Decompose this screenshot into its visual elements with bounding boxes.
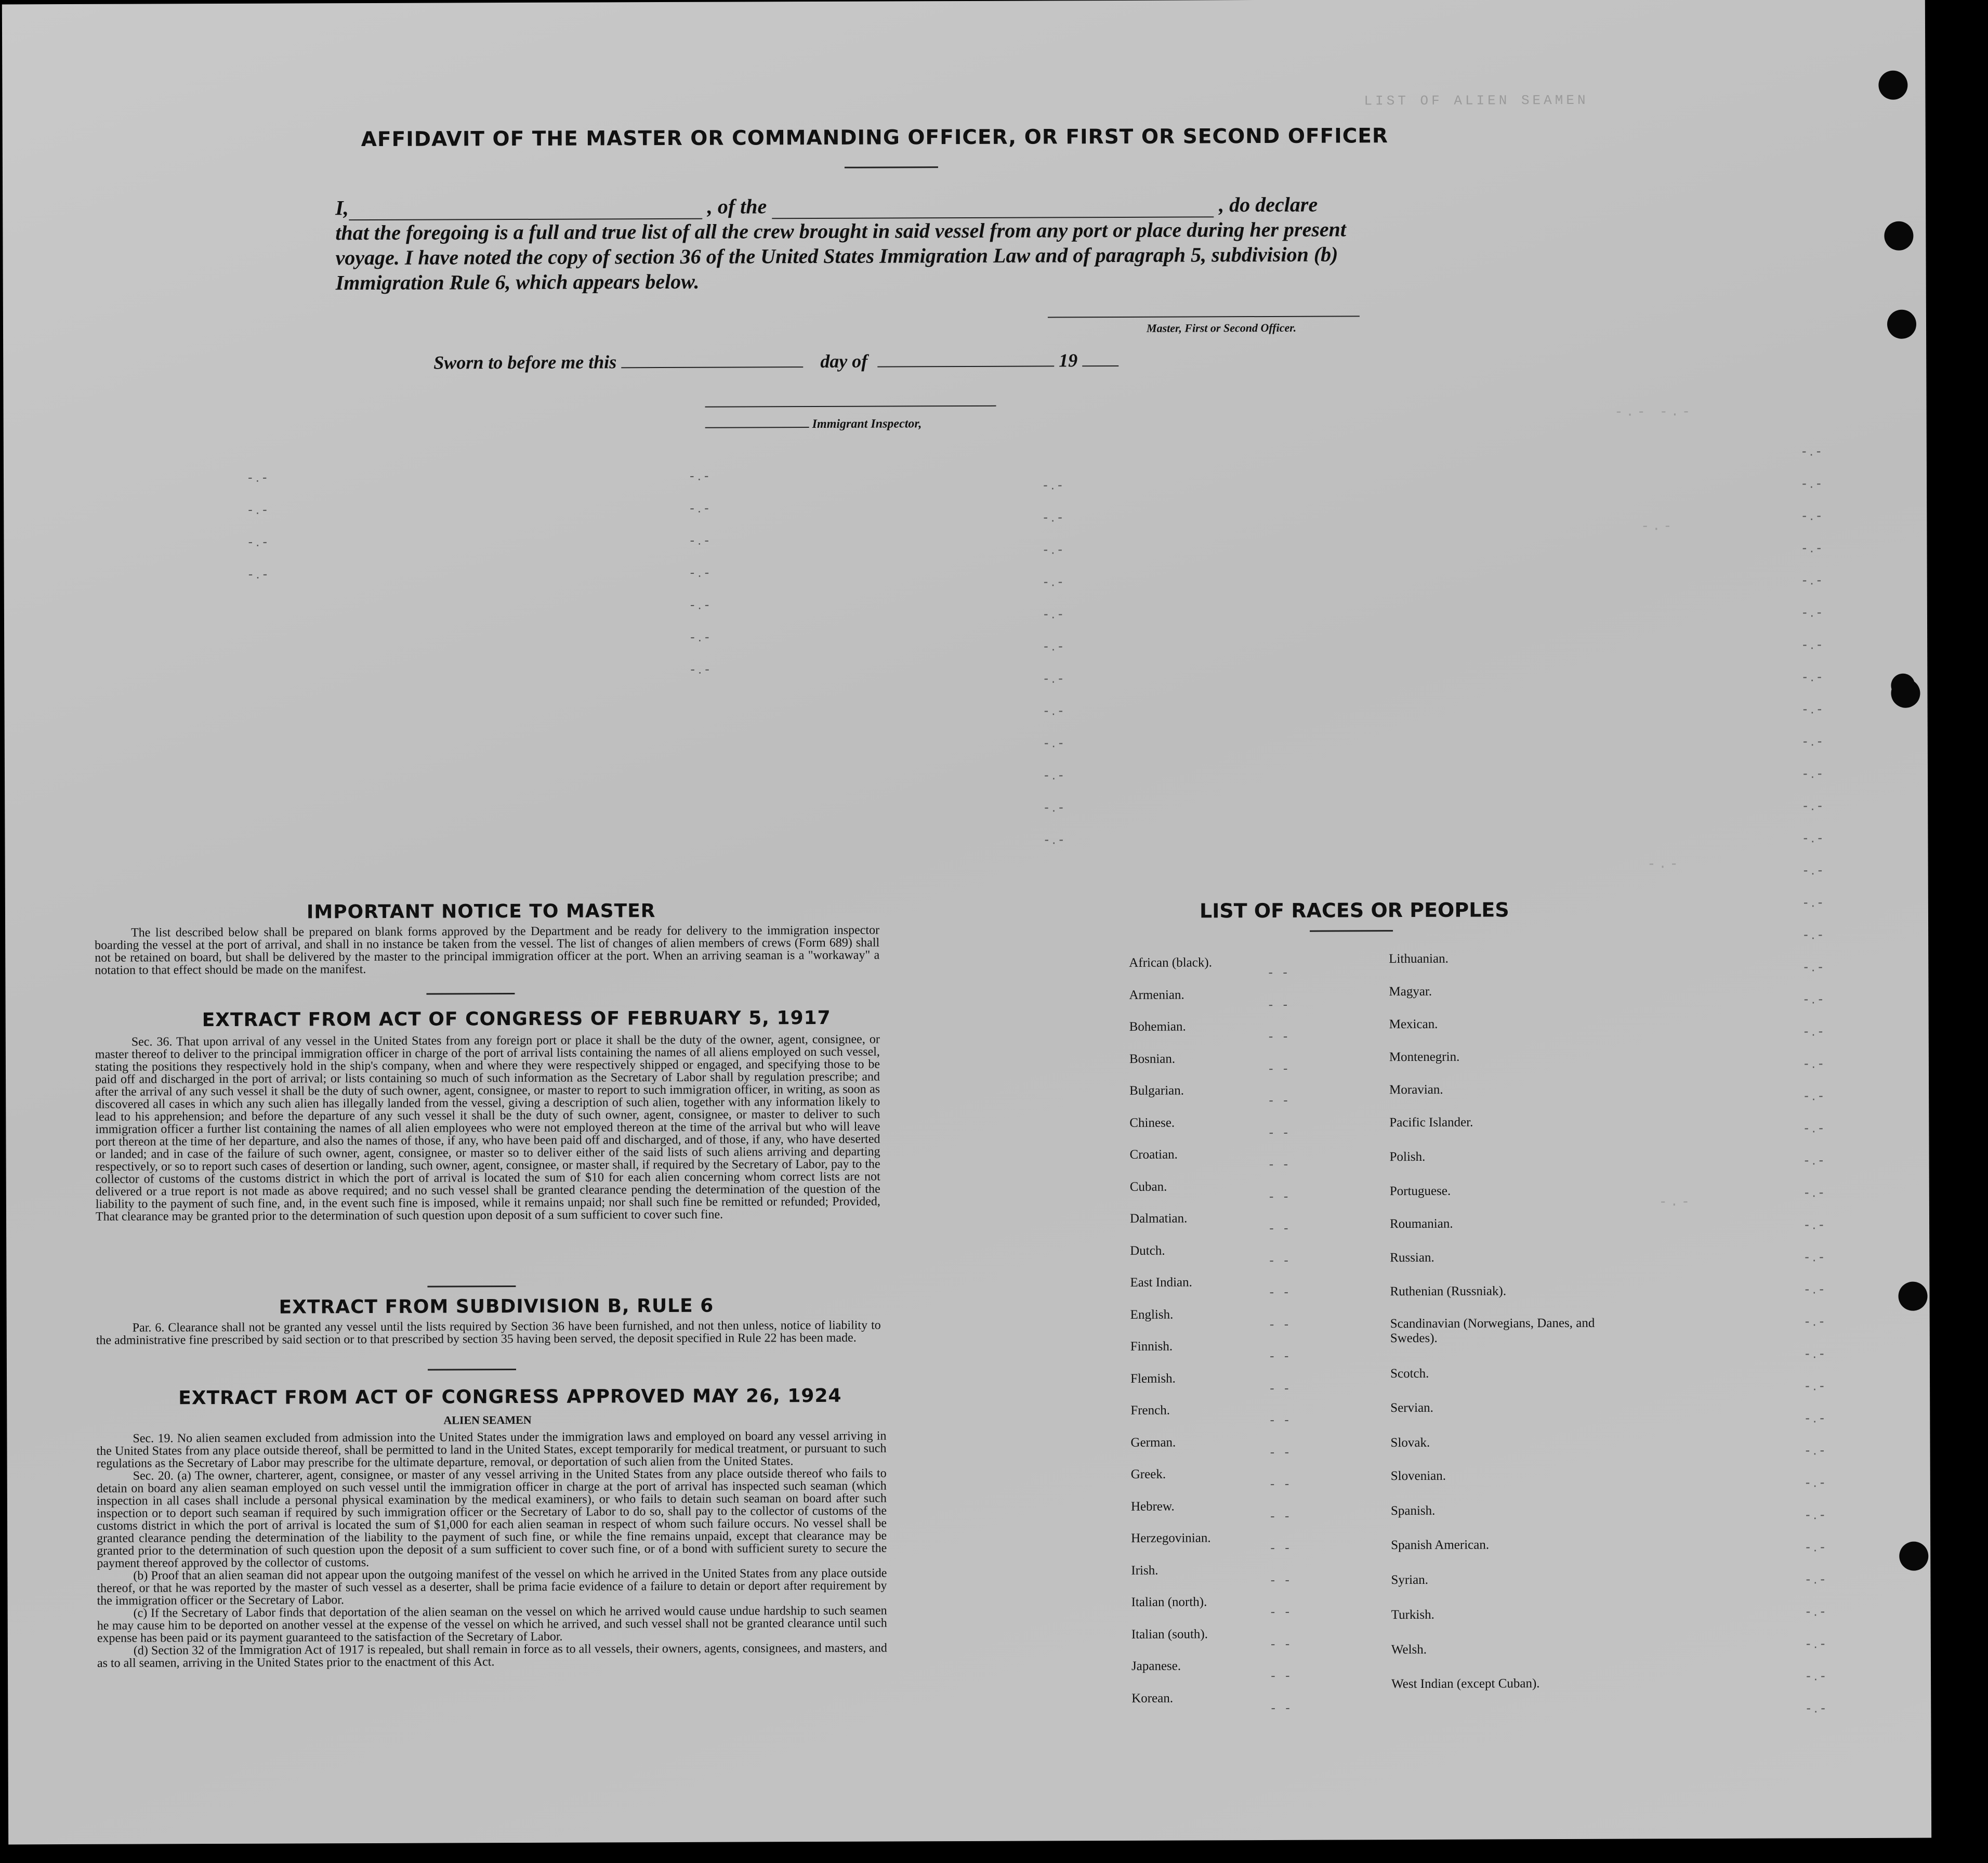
inspector-label-text: Immigrant Inspector, [812, 417, 922, 431]
race-item: Scandinavian (Norwegians, Danes, and Swedes). [1390, 1316, 1595, 1346]
race-item: English. [1130, 1307, 1174, 1322]
dash-column: -.- -.- -.- -.- [247, 469, 271, 582]
race-item: Croatian. [1129, 1147, 1178, 1162]
race-item: Turkish. [1391, 1607, 1434, 1622]
dash-column: -.- -.- -.- -.- -.- -.- -.- -.- -.- -.- -.- -.- [1043, 477, 1067, 847]
declaration-body: that the foregoing is a full and true list of all the crew brought in said vessel from any port or place during her present voyage. I have noted the copy of section 36 of the United States Immigration Law and of paragraph 5, subdivision (b) Immigration Rule 6, which appears below. [335, 217, 1347, 295]
race-item: French. [1130, 1403, 1170, 1418]
race-item: Bulgarian. [1129, 1083, 1184, 1098]
races-right-column [1389, 951, 1615, 1709]
race-item: African (black). [1129, 955, 1212, 970]
extract-1924-text [96, 1430, 887, 1670]
race-item: Italian (south). [1131, 1626, 1208, 1642]
extract-1917-rule [427, 1285, 516, 1288]
races-left-column [1129, 955, 1215, 1723]
extract-1924-title: EXTRACT FROM ACT OF CONGRESS APPROVED MAY 26, 1924 [178, 1385, 842, 1409]
sworn-text: Sworn to before me this [433, 351, 617, 373]
signature-line[interactable] [1048, 316, 1360, 318]
race-item: Montenegrin. [1389, 1049, 1460, 1065]
race-item: Cuban. [1129, 1179, 1167, 1194]
race-item: Korean. [1131, 1691, 1174, 1705]
race-item: Ruthenian (Russniak). [1390, 1284, 1507, 1299]
races-title: LIST OF RACES OR PEOPLES [1199, 898, 1509, 923]
notice-rule [426, 993, 515, 995]
punch-hole [1884, 221, 1913, 251]
race-item: Scotch. [1390, 1366, 1429, 1381]
race-item: Flemish. [1130, 1371, 1176, 1386]
extract-1917-paragraph: Sec. 36. That upon arrival of any vessel in the United States from any foreign port or place it shall be the duty of the owner, agent, consignee, or master thereof to deliver to the principal immigration officer in charge of the port of arrival lists containing the names of all aliens employed on such vessel, stating the positions they respectively hold in the ship's company, when and where they were respectively shipped or engaged, and specifying those to be paid off and discharged in the port of arrival; or lists containing so much of such information as the Secretary of Labor shall by regulation prescribe; and after the arrival of any such vessel it shall be the duty of such owner, agent, consignee, or master to report to such immigration officer, in writing, as soon as discovered all cases in which any such alien has illegally landed from the vessel, giving a description of such alien, together with any information likely to lead to his apprehension; and before the departure of any such vessel it shall be the duty of such owner, agent, consignee, or master to deliver to such immigration officer a further list containing the names of all alien employees who were not employed thereon at the time of the arrival but who will leave port thereon at the time of her departure, and also the names of those, if any, who have been paid off and discharged, and of those, if any, who have deserted or landed; and in case of the failure of such owner, agent, consignee, or master so to deliver either of the said lists of such aliens arriving and departing respectively, or so to report such cases of desertion or landing, such owner, agent, consignee, or master shall, if required by the Secretary of Labor, pay to the collector of customs of the customs district in which the port of arrival is located the sum of $10 for each alien concerning whom correct lists are not delivered or a true report is not made as above required; and no such vessel shall be granted clearance pending the determination of the question of the liability to the payment of such fine, and, in the event such fine is imposed, while it remains unpaid; nor shall such fine be remitted or refunded; Provided, That clearance may be granted prior to the determination of such question upon deposit of a sum sufficient to cover such fine. [95, 1032, 880, 1224]
race-item: Herzegovinian. [1131, 1531, 1211, 1545]
race-item: Slovenian. [1390, 1468, 1446, 1484]
dash-column: - - - - - - - - - - - - - - - - - - - - - - - - - - - - - - - - - - - - - - - - - - - - - - - - [1268, 964, 1293, 1715]
punch-hole [1899, 1542, 1928, 1571]
extract-rule6-rule [428, 1369, 516, 1371]
dash-column: -.- -.- -.- -.- -.- -.- -.- [689, 467, 713, 677]
declaration-line [335, 192, 1359, 220]
race-item: Spanish American. [1391, 1538, 1490, 1553]
punch-hole [1891, 674, 1915, 698]
race-item: Irish. [1131, 1563, 1158, 1578]
inspector-line[interactable] [705, 405, 996, 408]
race-item: Finnish. [1130, 1339, 1173, 1354]
notice-paragraph: The list described below shall be prepared on blank forms approved by the Department and be ready for delivery to the immigration inspector boarding the vessel at the port of arrival, and shall in no instance be taken from the vessel. The list of changes of alien members of crews (Form 689) shall not be retained on board, but shall be delivered by the master to the principal immigration officer at the port. When an arriving seaman is a "workaway" a notation to that effect should be made on the manifest. [95, 923, 880, 977]
sworn-line [433, 348, 1118, 374]
notice-title: IMPORTANT NOTICE TO MASTER [306, 900, 656, 923]
race-item: Armenian. [1129, 988, 1184, 1002]
punch-hole [1878, 71, 1907, 100]
extract-1917-text [95, 1033, 880, 1223]
sworn-year: 19 [1059, 350, 1078, 371]
sec19-paragraph: Sec. 19. No alien seamen excluded from admission into the United States under the immigration laws and employed on board any vessel arriving in the United States from any place outside thereof, shall be permitted to land in the United States, except temporarily for medical treatment, or pursuant to such regulations as the Secretary of Labor may prescribe for the ultimate departure, removal, or deportation of such alien from the United States. [96, 1429, 887, 1471]
inspector-label [705, 417, 922, 431]
affidavit-declaration [335, 192, 1360, 295]
race-item: Lithuanian. [1389, 951, 1449, 966]
affidavit-title: AFFIDAVIT OF THE MASTER OR COMMANDING OFFICER, OR FIRST OR SECOND OFFICER [361, 124, 1389, 152]
race-item: Bohemian. [1129, 1019, 1186, 1034]
race-item: Chinese. [1129, 1116, 1175, 1130]
punch-hole [1898, 1282, 1927, 1311]
declaration-i: I, [335, 196, 349, 220]
race-item: Pacific Islander. [1389, 1115, 1473, 1130]
title-rule [845, 166, 938, 168]
declaration-of-the: , of the [707, 194, 767, 218]
extract-rule6-text [96, 1319, 881, 1347]
race-item: Portuguese. [1389, 1184, 1451, 1199]
race-item: Spanish. [1390, 1503, 1436, 1518]
extract-rule6-paragraph: Par. 6. Clearance shall not be granted any vessel until the lists required by Section 36 have been furnished, and not then unless, notice of liability to the administrative fine prescribed by said section or to that prescribed by section 35 having been served, the deposit specified in Rule 22 has been made. [96, 1318, 881, 1347]
race-item: East Indian. [1130, 1275, 1192, 1290]
races-rule [1310, 930, 1393, 932]
punch-hole [1887, 310, 1916, 339]
bleed-through: -.- [1658, 1194, 1693, 1210]
race-item: Moravian. [1389, 1082, 1443, 1097]
sec20c-paragraph: (c) If the Secretary of Labor finds that deportation of the alien seaman on the vessel on which he arrived would cause undue hardship to such seamen he may cause him to be deported on another vessel at the expense of the vessel on which he arrived, and such vessel shall not be granted clearance until such expense has been paid or its payment guaranteed to the satisfaction of the Secretary of Labor. [97, 1604, 887, 1645]
race-item: German. [1130, 1435, 1176, 1450]
race-item: Slovak. [1390, 1435, 1430, 1450]
race-item: Greek. [1130, 1467, 1166, 1481]
signature-label: Master, First or Second Officer. [1146, 321, 1297, 335]
race-item: Japanese. [1131, 1659, 1181, 1673]
race-item: Servian. [1390, 1400, 1433, 1415]
sworn-day-of: day of [820, 350, 868, 372]
race-item: Hebrew. [1130, 1499, 1175, 1514]
race-item: Dalmatian. [1129, 1211, 1188, 1226]
race-item: Bosnian. [1129, 1052, 1176, 1066]
year-blank[interactable] [1082, 348, 1118, 366]
sec20a-paragraph: Sec. 20. (a) The owner, charterer, agent, consignee, or master of any vessel arriving in the United States from any place outside thereof who fails to detain on board any alien seaman employed on such vessel until the immigration officer in charge at the port of arrival has inspected such seaman (which inspection in all cases shall include a personal physical examination by the medical examiners), or who fails to detain such seaman on board after such inspection or to deport such seaman if required by such immigration officer or the Secretary of Labor to do so, shall pay to the collector of customs of the customs district in which the port of arrival is located the sum of $1,000 for each alien seaman in respect of whom such failure occurs. No vessel shall be granted clearance pending the determination of the liability to the payment of such fine, or while the fine remains unpaid, except that clearance may be granted prior to the determination of such question upon the deposit of a sum sufficient to cover such fine, or of a bond with sufficient surety to secure the payment thereof approved by the collector of customs. [96, 1466, 887, 1570]
race-item: Roumanian. [1389, 1216, 1453, 1231]
extract-rule6-title: EXTRACT FROM SUBDIVISION B, RULE 6 [279, 1295, 714, 1318]
month-blank[interactable] [877, 348, 1054, 367]
alien-seamen-caption: ALIEN SEAMEN [443, 1413, 532, 1427]
race-item: Welsh. [1391, 1642, 1427, 1657]
inspector-blank[interactable] [705, 422, 809, 428]
race-item: Russian. [1390, 1250, 1434, 1265]
bleed-through: LIST OF ALIEN SEAMEN [1364, 92, 1589, 109]
bleed-through: -.- [1647, 856, 1681, 872]
dash-column: -.- -.- -.- -.- -.- -.- -.- -.- -.- -.- -.- -.- -.- -.- -.- -.- -.- -.- -.- -.- -.- -.- -.- -.- -.- -.- -.- -.- -.- -.- -.- -.- -.- -.- -.- -.- -.- -.- -.- -.- [1801, 443, 1828, 1716]
race-item: Polish. [1389, 1149, 1426, 1164]
extract-1917-title: EXTRACT FROM ACT OF CONGRESS OF FEBRUARY 5, 1917 [202, 1007, 831, 1031]
form-page [2, 0, 1931, 1844]
bleed-through: -.- -.- [1614, 404, 1693, 420]
notice-text [95, 924, 879, 977]
vessel-blank[interactable] [772, 199, 1214, 219]
race-item: Magyar. [1389, 984, 1432, 999]
sec20b-paragraph: (b) Proof that an alien seaman did not appear upon the outgoing manifest of the vessel on which he arrived in the United States from any place outside thereof, or that he was reported by the master of such vessel as a deserter, shall be prima facie evidence of a failure to detain or deport after requirement by the immigration officer or the Secretary of Labor. [97, 1566, 887, 1608]
declaration-do-declare: , do declare [1219, 192, 1318, 217]
race-item: Dutch. [1130, 1243, 1165, 1258]
race-item: West Indian (except Cuban). [1391, 1676, 1540, 1691]
sec20d-paragraph: (d) Section 32 of the Immigration Act of 1917 is repealed, but shall remain in force as to all vessels, their owners, agents, consignees, and masters, and as to all seamen, arriving in the United States prior to the enactment of this Act. [97, 1641, 887, 1670]
day-blank[interactable] [621, 349, 803, 368]
bleed-through: -.- [1641, 518, 1675, 534]
name-blank[interactable] [349, 201, 702, 220]
race-item: Italian (north). [1131, 1595, 1207, 1609]
race-item: Mexican. [1389, 1017, 1438, 1032]
race-item: Syrian. [1391, 1572, 1429, 1588]
